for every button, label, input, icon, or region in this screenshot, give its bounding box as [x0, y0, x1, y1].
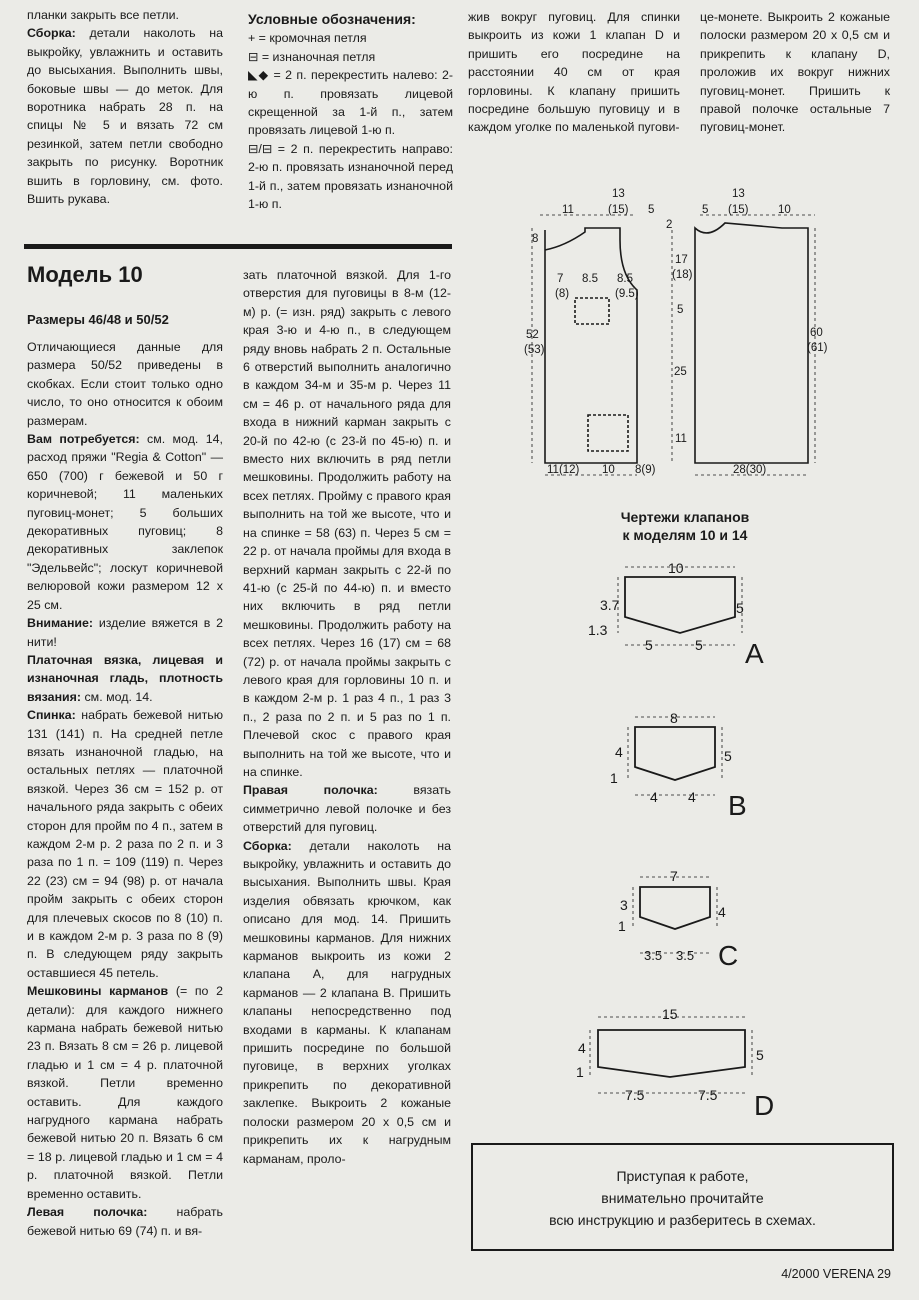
- flap-a-letter: A: [745, 638, 764, 669]
- label-mid-0: 2: [666, 219, 673, 231]
- svg-text:7.5: 7.5: [698, 1087, 718, 1103]
- flap-d-letter: D: [754, 1090, 775, 1120]
- svg-text:3: 3: [620, 897, 628, 913]
- svg-text:3.5: 3.5: [676, 948, 695, 963]
- label-pocket-0: 7: [557, 273, 564, 285]
- svg-text:5: 5: [756, 1047, 764, 1063]
- label-right-1: (61): [807, 342, 828, 354]
- section-divider: [24, 244, 452, 249]
- model-title: Модель 10: [27, 262, 143, 287]
- label-mid-4: 25: [674, 366, 687, 378]
- svg-text:8: 8: [670, 710, 678, 726]
- svg-text:4: 4: [578, 1040, 586, 1056]
- label-pocket-4: (9.5): [615, 288, 639, 300]
- label-back-top-1: 13: [732, 188, 745, 200]
- svg-text:1: 1: [618, 918, 626, 934]
- svg-text:4: 4: [650, 789, 658, 805]
- svg-text:7: 7: [670, 868, 678, 884]
- svg-text:4: 4: [615, 744, 623, 760]
- flap-c-letter: C: [718, 940, 739, 971]
- svg-text:5: 5: [645, 637, 653, 653]
- svg-text:4: 4: [718, 904, 726, 920]
- body-col2: зать платочной вязкой. Для 1-го отверстия для пуговицы в 8-м (12-м) р. (= изн. ряд) закрыть с левого края 3-ю и 4-ю п., в следующем ряду вновь набрать 2 п. Остальные 6 отверстий выполнить аналогично в каждом 34-м и 35-м р. Через 11 см = 46 р. от начального ряда для входа в нижний карман закрыть с 20-й по 42-ю (с 23-й по 45-ю) п. и вместо них включить в ряд петли мешковины. Продолжить работу на всех петлях. Пройму с правого края выполнить на той же высоте, что и на спинке = 58 (63) п. Через 5 см = 22 р. от начала проймы для входа в верхний карман закрыть с 22-й по 41-ю (с 25-й по 44-ю) п. и вместо них включить в ряд петли мешковины. Продолжить работу на всех петлях. Через 16 (17) см = 68 (72) р. от начала проймы закрыть с левого края для горловины 10 п. и в каждом 2-м р. 1 раз 4 п., 1 раз 3 п., 2 раза по 2 п. и 5 раз по 1 п. Плечевой скос с правого края выполнить на той же высоте, что и на спинке. Правая полочка: вязать симметрично левой полочке и без отверстий для пуговиц. Сборка: детали наколоть на выкройку, увлажнить и оставить до высыхания. Выполнить швы. Края изделия обвязать крючком, как описано для мод. 14. Пришить мешковины карманов. Для нижних карманов выкроить из кожи 2 клапана А, для нагрудных карманов — 2 клапана В. Пришить клапаны непосредственно под входами в карманы. К клапанам пришить посредине по большой пуговице, в верхних уголках прикрепить по декоративной заклепке. Выкроить 2 кожаные полоски размером 20 х 0,5 см и прикрепить их к нагрудным карманам, проло-: [243, 268, 451, 1166]
- legend-title: Условные обозначения:: [248, 11, 416, 27]
- top-col3: жив вокруг пуговиц. Для спинки выкроить из кожи 1 клапан D и пришить его посредине на расстоянии 40 см от края горловины. К клапану пришить посредине большую пуговицу и в каждом уголке по маленькой пугови-: [468, 10, 680, 135]
- label-front-bottom-2: 8(9): [635, 464, 656, 476]
- legend: Условные обозначения: + = кромочная петля ⊟ = изнаночная петля ◣◆ = 2 п. перекрестить налево: 2-ю п. провязать лицевой скрещенной за 1-й п., затем провязать лицевой 1-ю п. ⊟/⊟ = 2 п. перекрестить направо: 2-ю п. провязать изнаночной перед 1-й п., затем провязать изнаночной 1-ю п.: [248, 11, 453, 212]
- pattern-diagram: [520, 180, 850, 480]
- label-pocket-2: 8.5: [582, 273, 598, 285]
- svg-text:1: 1: [610, 770, 618, 786]
- svg-text:5: 5: [736, 600, 744, 616]
- label-front-top-3: 5: [648, 204, 655, 216]
- flap-d-diagram: [570, 1005, 800, 1120]
- label-front-bottom-1: 10: [602, 464, 615, 476]
- top-col1: планки закрыть все петли. Сборка: детали наколоть на выкройку, увлажнить и оставить до высыхания. Выполнить швы, боковые швы — до меток. Для воротника набрать 28 п. на спицы № 5 и вязать 72 см резинкой, затем петли свободно закрыть по рисунку. Воротник вшить в горловину, см. фото. Вшить рукава.: [27, 8, 223, 207]
- label-mid-5: 11: [675, 433, 687, 445]
- svg-text:10: 10: [668, 560, 684, 576]
- svg-text:3.5: 3.5: [644, 948, 663, 963]
- label-front-bottom-0: 11(12): [547, 464, 580, 476]
- label-front-top-2: (15): [608, 204, 629, 216]
- top-col4: це-монете. Выкроить 2 кожаные полоски размером 20 х 0,5 см и прикрепить к клапану D, проложив их вокруг нижних пуговиц-монет. Пришить к правой полочке остальные 7 пуговиц-монет.: [700, 10, 890, 135]
- label-back-top-0: 5: [702, 204, 709, 216]
- label-back-top-2: (15): [728, 204, 749, 216]
- svg-text:3.7: 3.7: [600, 597, 620, 613]
- svg-text:5: 5: [695, 637, 703, 653]
- label-back-bottom: 28(30): [733, 464, 767, 476]
- diagrams-title: Чертежи клапанов к моделям 10 и 14: [620, 509, 750, 543]
- model-sizes: Размеры 46/48 и 50/52: [27, 312, 169, 327]
- flap-a-diagram: [580, 555, 780, 675]
- label-mid-2: (18): [672, 269, 693, 281]
- svg-text:1.3: 1.3: [588, 622, 608, 638]
- label-right-0: 60: [810, 327, 823, 339]
- label-mid-1: 17: [675, 254, 688, 266]
- label-pocket-1: (8): [555, 288, 570, 300]
- label-left-1: 52: [526, 329, 539, 341]
- label-front-top-1: 13: [612, 188, 625, 200]
- label-back-top-3: 10: [778, 204, 791, 216]
- flap-c-diagram: [610, 865, 760, 975]
- label-left-2: (53): [524, 344, 545, 356]
- flap-b-letter: B: [728, 790, 747, 821]
- flap-b-diagram: [600, 705, 770, 825]
- body-col1: Отличающиеся данные для размера 50/52 приведены в скобках. Если стоит только одно число, то оно относится к обоим размерам. Вам потребуется: см. мод. 14, расход пряжи "Regia & Cotton" — 650 (700) г бежевой и 50 г коричневой; 11 маленьких пуговиц-монет; 5 больших декоративных пуговиц; 8 декоративных заклепок "Эдельвейс"; лоскут коричневой велюровой кожи размером 12 х 25 см. Внимание: изделие вяжется в 2 нити! Платочная вязка, лицевая и изнаночная гладь, плотность вязания: см. мод. 14. Спинка: набрать бежевой нитью 131 (141) п. На средней петле вязать изнаночной гладью, на остальных петлях — платочной вязкой. Через 36 см = 152 р. от начального ряда закрыть с обеих сторон для пройм по 4 п., затем в каждом 2-м р. 2 раза по 2 п. и 3 раза по 1 п. = 109 (119) п. Через 22 (23) см = 94 (98) р. от начала пройм закрыть с обеих сторон для плечевых скосов по 8 (10) п. и в каждом 2-м р. 3 раза по 8 (9) п. В следующем ряду закрыть оставшиеся 45 петель. Мешковины карманов (= по 2 детали): для каждого нижнего кармана набрать бежевой нитью 23 п. Вязать 8 см = 26 р. лицевой гладью и 1 см = 4 р. платочной вязкой. Петли временно оставить. Для каждого нагрудного кармана набрать бежевой нитью 20 п. Вязать 6 см = 18 р. лицевой гладью и 1 см = 4 р. платочной вязкой. Петли временно оставить. Левая полочка: набрать бежевой нитью 69 (74) п. и вя-: [27, 340, 223, 1238]
- page-footer: 4/2000 VERENA 29: [781, 1267, 891, 1281]
- label-pocket-3: 8.5: [617, 273, 633, 285]
- note-box: Приступая к работе, внимательно прочитайте всю инструкцию и разберитесь в схемах.: [471, 1143, 894, 1251]
- svg-text:1: 1: [576, 1064, 584, 1080]
- svg-text:5: 5: [724, 748, 732, 764]
- svg-text:15: 15: [662, 1006, 678, 1022]
- svg-text:4: 4: [688, 789, 696, 805]
- label-mid-3: 5: [677, 304, 684, 316]
- label-front-top-0: 11: [562, 204, 574, 216]
- svg-text:7.5: 7.5: [625, 1087, 645, 1103]
- label-left-0: 8: [532, 233, 539, 245]
